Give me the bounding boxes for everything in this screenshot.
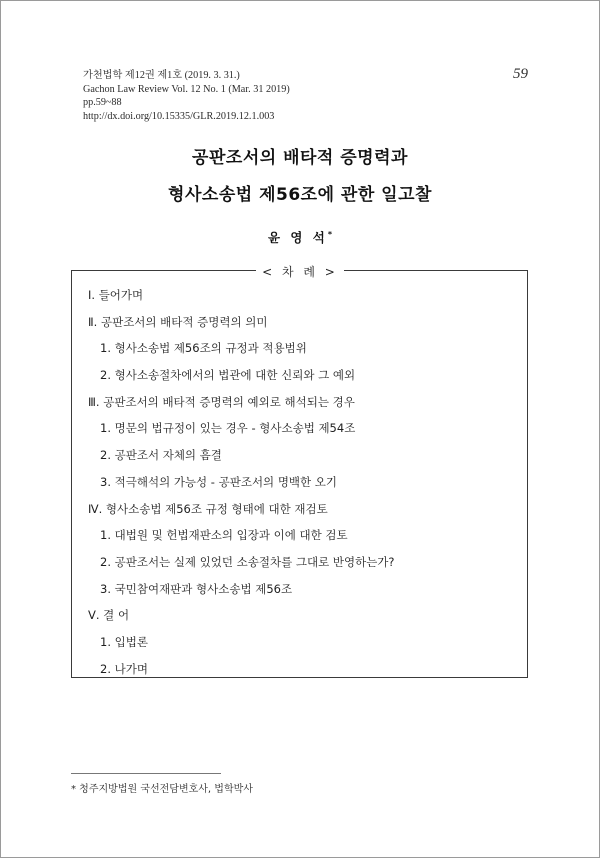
doi-link[interactable]: http://dx.doi.org/10.15335/GLR.2019.12.1.003 <box>83 110 275 122</box>
toc-item: 2. 나가며 <box>100 661 148 676</box>
author-footnote: * 청주지방법원 국선전담변호사, 법학박사 <box>71 784 253 795</box>
author-name: 윤 영 석 <box>267 230 328 245</box>
toc-item: 1. 명문의 법규정이 있는 경우 - 형사소송법 제54조 <box>100 421 356 436</box>
toc-item: 3. 적극해석의 가능성 - 공판조서의 명백한 오기 <box>100 474 338 489</box>
toc-item: Ⅳ. 형사소송법 제56조 규정 형태에 대한 재검토 <box>88 501 328 516</box>
toc-item: Ⅲ. 공판조서의 배타적 증명력의 예외로 해석되는 경우 <box>88 394 355 409</box>
journal-title-korean: 가천법학 제12권 제1호 (2019. 3. 31.) <box>83 70 240 81</box>
toc-item: Ⅰ. 들어가며 <box>88 288 144 302</box>
page-range: pp.59~88 <box>83 97 122 108</box>
toc-heading-label: < 차 례 > <box>256 263 344 280</box>
journal-header <box>83 69 290 123</box>
toc-item: 2. 공판조서 자체의 흠결 <box>100 448 222 463</box>
toc-item: 3. 국민참여재판과 형사소송법 제56조 <box>100 581 293 596</box>
toc-list <box>88 287 395 687</box>
toc-item: 2. 공판조서는 실제 있었던 소송절차를 그대로 반영하는가? <box>100 554 395 569</box>
page-number: 59 <box>513 66 528 82</box>
toc-item: 1. 입법론 <box>100 634 148 649</box>
author <box>0 228 600 246</box>
paper-title-line-1: 공판조서의 배타적 증명력과 <box>192 148 408 168</box>
toc-item: 1. 형사소송법 제56조의 규정과 적용범위 <box>100 341 307 356</box>
paper-title-line-2: 형사소송법 제56조에 관한 일고찰 <box>168 185 432 205</box>
toc-item: 1. 대법원 및 헌법재판소의 입장과 이에 대한 검토 <box>100 528 348 543</box>
toc-item: 2. 형사소송절차에서의 법관에 대한 신뢰와 그 예외 <box>100 368 356 383</box>
toc-item: Ⅴ. 결 어 <box>88 608 130 623</box>
toc-item: Ⅱ. 공판조서의 배타적 증명력의 의미 <box>88 314 268 329</box>
author-footnote-mark[interactable]: * <box>327 229 333 239</box>
toc-heading <box>0 261 600 280</box>
journal-title-english: Gachon Law Review Vol. 12 No. 1 (Mar. 31 2019) <box>83 83 290 95</box>
footnote-divider <box>71 773 221 774</box>
